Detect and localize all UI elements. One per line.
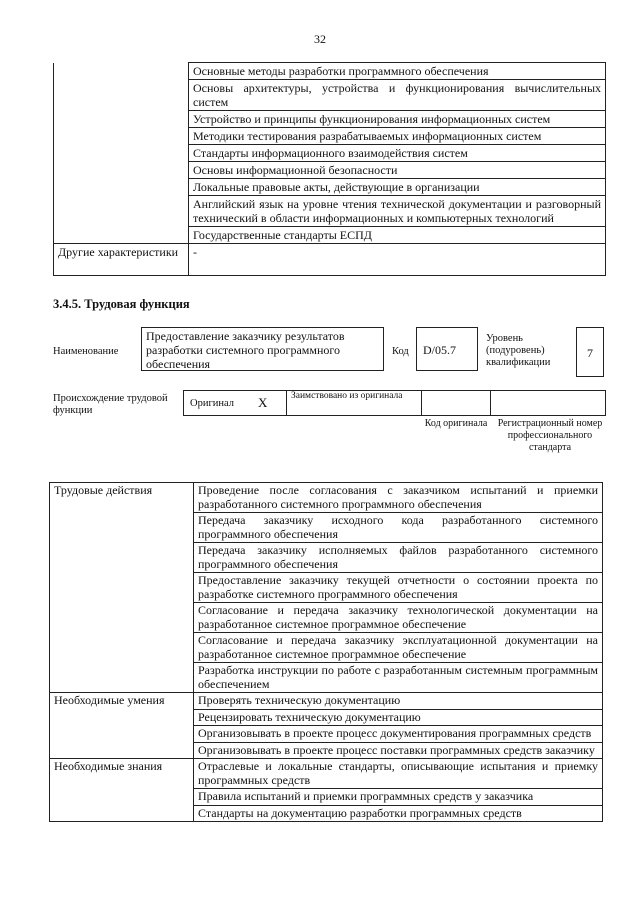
table-row: Предоставление заказчику текущей отчетности о состоянии проекта по разработке системного программного обеспечения xyxy=(194,573,603,603)
section-heading: 3.4.5. Трудовая функция xyxy=(53,297,190,311)
function-name: Предоставление заказчику результатов разработки системного программного обеспечения xyxy=(141,327,384,371)
code-original-label: Код оригинала xyxy=(424,418,488,429)
page-number: 32 xyxy=(314,32,326,46)
empty-cell xyxy=(54,63,189,244)
table-row: Проведение после согласования с заказчиком испытаний и приемки разработанного системного программного обеспечения xyxy=(194,483,603,513)
reg-number-cell xyxy=(490,390,606,416)
table-row: Отраслевые и локальные стандарты, описывающие испытания и приемку программных средств xyxy=(194,759,603,789)
table-row: Правила испытаний и приемки программных средств у заказчика xyxy=(194,789,603,806)
borrowed-cell: Заимствовано из оригинала xyxy=(286,390,422,416)
table-row: Методики тестирования разрабатываемых информационных систем xyxy=(189,128,606,145)
table-row: Стандарты на документацию разработки программных средств xyxy=(194,805,603,822)
other-characteristics-label: Другие характеристики xyxy=(54,244,189,276)
table-row: Разработка инструкции по работе с разработанным системным программным обеспечением xyxy=(194,663,603,693)
table-row: Рецензировать техническую документацию xyxy=(194,709,603,726)
code-original-cell xyxy=(421,390,491,416)
table-row: Локальные правовые акты, действующие в организации xyxy=(189,179,606,196)
labor-actions-label: Трудовые действия xyxy=(50,483,194,693)
table-row: Основы информационной безопасности xyxy=(189,162,606,179)
level-label: Уровень (подуровень) квалификации xyxy=(486,333,551,368)
original-cell xyxy=(183,390,287,416)
code-label: Код xyxy=(392,346,409,357)
table-row: Стандарты информационного взаимодействия систем xyxy=(189,145,606,162)
table-row: Передача заказчику исходного кода разработанного системного программного обеспечения xyxy=(194,513,603,543)
labor-function-table xyxy=(49,482,603,822)
table-row: Устройство и принципы функционирования информационных систем xyxy=(189,111,606,128)
original-mark: X xyxy=(258,395,268,410)
table-row: Передача заказчику исполняемых файлов разработанного системного программного обеспечения xyxy=(194,543,603,573)
table-row: Проверять техническую документацию xyxy=(194,693,603,710)
origin-label: Происхождение трудовой функции xyxy=(53,393,168,416)
other-characteristics-value: - xyxy=(189,244,606,276)
table-row: Организовывать в проекте процесс документирования программных средств xyxy=(194,726,603,743)
table-row: Организовывать в проекте процесс поставки программных средств заказчику xyxy=(194,742,603,759)
code-value: D/05.7 xyxy=(416,327,478,371)
table-row: Английский язык на уровне чтения технической документации и разговорный технический в области информационных и компьютерных технологий xyxy=(189,196,606,227)
table-row: Государственные стандарты ЕСПД xyxy=(189,227,606,244)
original-label: Оригинал xyxy=(190,398,234,409)
knowledge-label: Необходимые знания xyxy=(50,759,194,822)
skills-label: Необходимые умения xyxy=(50,693,194,759)
table-row: Основы архитектуры, устройства и функционирования вычислительных систем xyxy=(189,80,606,111)
table-row: Согласование и передача заказчику технологической документации на разработанное системное программное обеспечение xyxy=(194,603,603,633)
table-row: Согласование и передача заказчику эксплуатационной документации на разработанное системное программное обеспечение xyxy=(194,633,603,663)
knowledge-continuation-table xyxy=(53,62,606,276)
name-label: Наименование xyxy=(53,346,119,357)
reg-number-label: Регистрационный номер профессионального стандарта xyxy=(497,418,603,453)
table-row: Основные методы разработки программного обеспечения xyxy=(189,63,606,80)
level-value: 7 xyxy=(576,327,604,377)
